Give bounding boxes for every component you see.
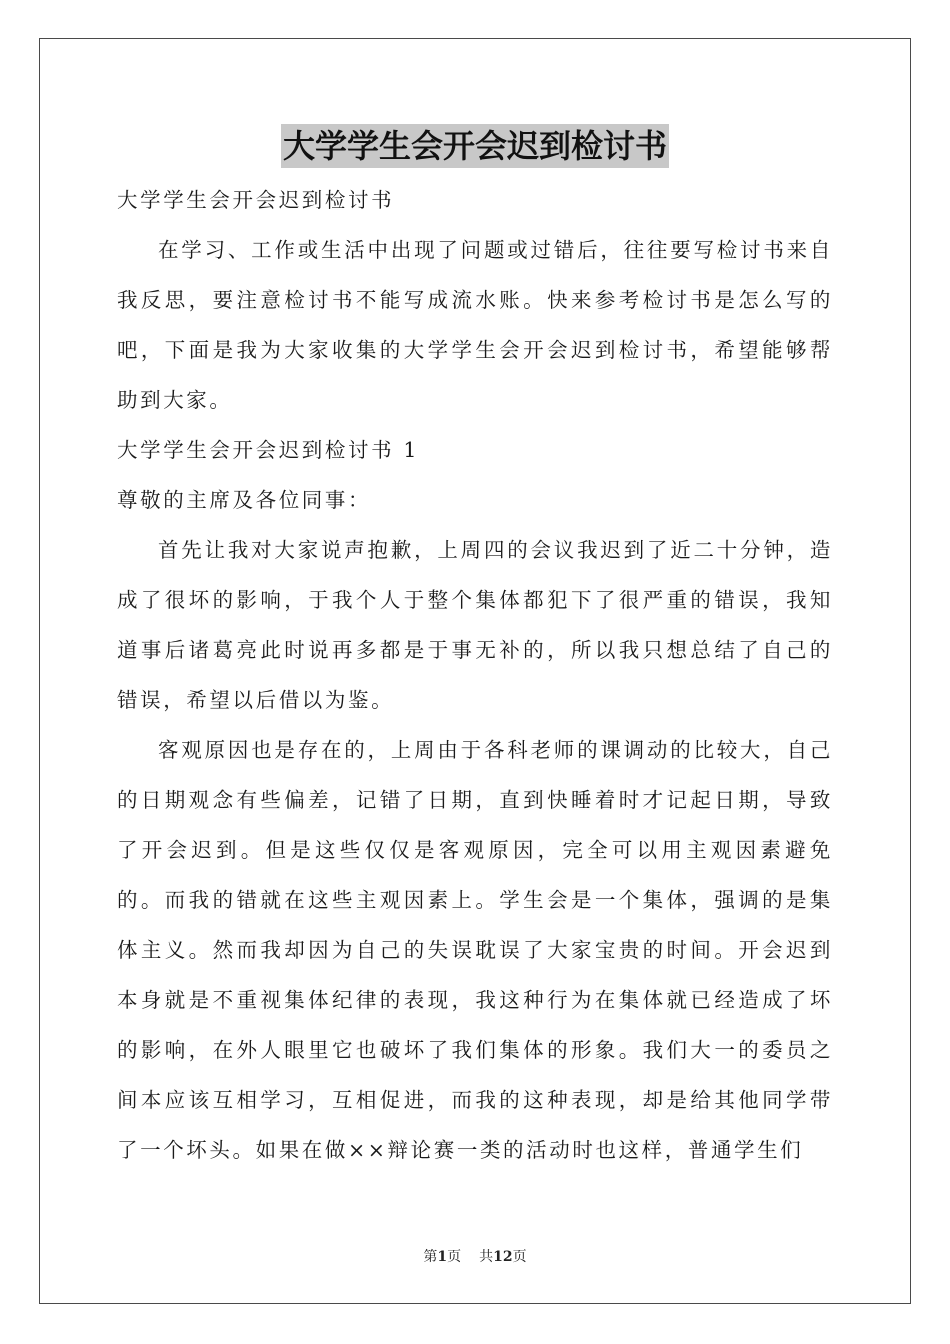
total-prefix: 共 <box>479 1249 494 1265</box>
total-suffix: 页 <box>512 1249 527 1265</box>
intro-paragraph: 在学习、工作或生活中出现了问题或过错后，往往要写检讨书来自我反思，要注意检讨书不能写成流水账。快来参考检讨书是怎么写的吧，下面是我为大家收集的大学学生会开会迟到检讨书，希望能够帮助到大家。 <box>117 238 833 412</box>
document-body <box>117 175 833 1175</box>
body-paragraph-apology: 首先让我对大家说声抱歉，上周四的会议我迟到了近二十分钟，造成了很坏的影响，于我个人于整个集体都犯下了很严重的错误，我知道事后诸葛亮此时说再多都是于事无补的，所以我只想总结了自己的错误，希望以后借以为鉴。 <box>117 538 833 712</box>
document-title: 大学学生会开会迟到检讨书 <box>281 124 669 168</box>
subtitle-line: 大学学生会开会迟到检讨书 <box>117 188 395 212</box>
section-heading: 大学学生会开会迟到检讨书 1 <box>117 438 419 462</box>
page-suffix: 页 <box>447 1249 462 1265</box>
salutation: 尊敬的主席及各位同事： <box>117 488 372 512</box>
title-container <box>0 124 950 168</box>
body-paragraph-reasons: 客观原因也是存在的，上周由于各科老师的课调动的比较大，自己的日期观念有些偏差，记错了日期，直到快睡着时才记起日期，导致了开会迟到。但是这些仅仅是客观原因，完全可以用主观因素避免的。而我的错就在这些主观因素上。学生会是一个集体，强调的是集体主义。然而我却因为自己的失误耽误了大家宝贵的时间。开会迟到本身就是不重视集体纪律的表现，我这种行为在集体就已经造成了坏的影响，在外人眼里它也破坏了我们集体的形象。我们大一的委员之间本应该互相学习，互相促进，而我的这种表现，却是给其他同学带了一个坏头。如果在做××辩论赛一类的活动时也这样，普通学生们 <box>117 738 833 1162</box>
page-footer <box>0 1247 950 1267</box>
page-prefix: 第 <box>423 1249 438 1265</box>
total-page-count: 12 <box>493 1249 513 1265</box>
current-page-number: 1 <box>437 1249 448 1265</box>
